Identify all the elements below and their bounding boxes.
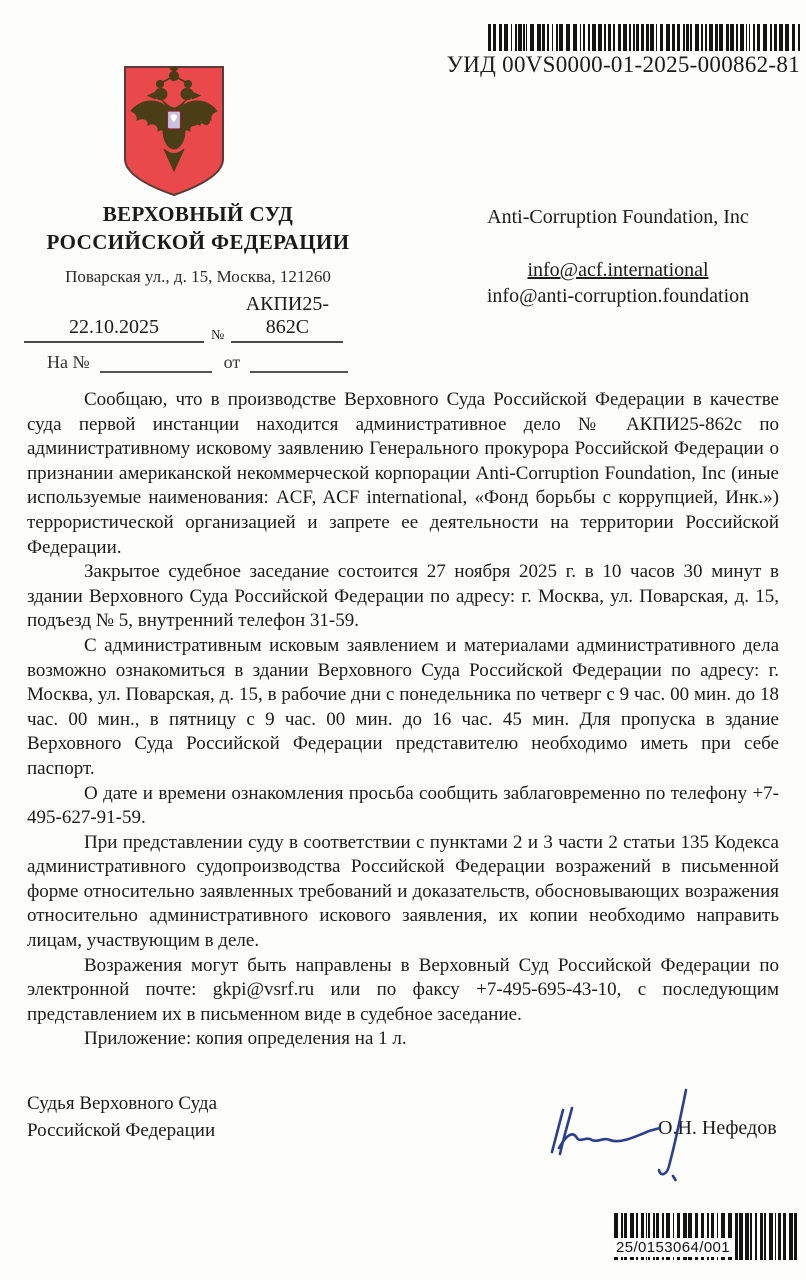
body-paragraph: При представлении суду в соответствии с пунктами 2 и 3 части 2 статьи 135 Кодекса административного судопроизводства Российской Федерации возражений в письменной форме относительно заявленных требований и доказательств, обосновывающих возражения относительно административного искового заявления, их копии необходимо направить лицам, участвующим в деле. [27,831,779,952]
signer-name: О.Н. Нефедов [658,1117,777,1139]
on-number-label: На № [47,352,90,372]
body-paragraph: Возражения могут быть направлены в Верховный Суд Российской Федерации по электронной почте: gkpi@vsrf.ru или по факсу +7-495-695-43-10, с последующим представлением их в письменном виде в судебное заседание. [27,954,779,1025]
signer-title-line1: Судья Верховного Суда [27,1093,218,1114]
uid-barcode-icon [488,24,800,51]
body-paragraph: Приложение: копия определения на 1 л. [84,1028,407,1050]
from-blank [250,355,348,373]
court-name-line2: РОССИЙСКОЙ ФЕДЕРАЦИИ [46,230,350,254]
body-paragraph: Закрытое судебное заседание состоится 27 ноября 2025 г. в 10 часов 30 минут в здании Верховного Суда Российской Федерации по адресу: г. Москва, ул. Поварская, д. 15, подъезд № 5, внутренний телефон 31-59. [27,561,779,632]
letter-body [27,388,779,1052]
date-and-number-row [22,293,374,343]
registration-barcode-label: 25/0153064/001 [614,1238,735,1257]
number-sign: № [211,328,225,343]
recipient-block [436,206,800,309]
signer-title-line2: Российской Федерации [27,1120,216,1141]
body-paragraph: Сообщаю, что в производстве Верховного Суда Российской Федерации в качестве суда первой инстанции находится административное дело № АКПИ25-862с по административному исковому заявлению Генерального прокурора Российской Федерации о признании американской некоммерческой корпорации Anti-Corruption Foundation, Inc (иные используемые наименования: ACF, ACF international, «Фонд борьбы с коррупцией, Инк.») террористической организацией и запрете ее деятельности на территории Российской Федерации. [27,389,779,558]
reference-line [47,352,348,373]
uid-barcode-block [428,24,800,78]
recipient-emails [436,257,800,309]
letter-date: 22.10.2025 [24,316,204,343]
on-number-blank [100,355,212,373]
recipient-name: Anti-Corruption Foundation, Inc [487,206,749,228]
recipient-email-secondary: info@anti-corruption.foundation [486,285,750,307]
body-paragraph: С административным исковым заявлением и материалами административного дела возможно ознакомиться в здании Верховного Суда Российской Федерации по адресу: г. Москва, ул. Поварская, д. 15, в рабочие дни с понедельника по четверг с 9 час. 00 мин. до 18 час. 00 мин., в пятницу с 9 час. 00 мин. до 16 час. 45 мин. Для пропуска в здание Верховного Суда Российской Федерации представителю необходимо иметь при себе паспорт. [27,634,779,779]
registration-barcode-block [614,1213,800,1260]
court-name-line1: ВЕРХОВНЫЙ СУД [102,202,294,226]
uid-caption: УИД 00VS0000-01-2025-000862-81 [446,52,800,77]
from-label: от [223,352,241,372]
recipient-email-primary: info@acf.international [527,259,709,281]
rider-shield [168,111,181,129]
letterhead [22,200,374,343]
case-number: АКПИ25-862С [231,293,343,343]
body-paragraph: О дате и времени ознакомления просьба сообщить заблаговременно по телефону +7-495-627-91-59. [27,782,779,829]
court-address: Поварская ул., д. 15, Москва, 121260 [65,267,331,286]
coat-of-arms-emblem [122,64,226,198]
signer-title [27,1090,217,1144]
